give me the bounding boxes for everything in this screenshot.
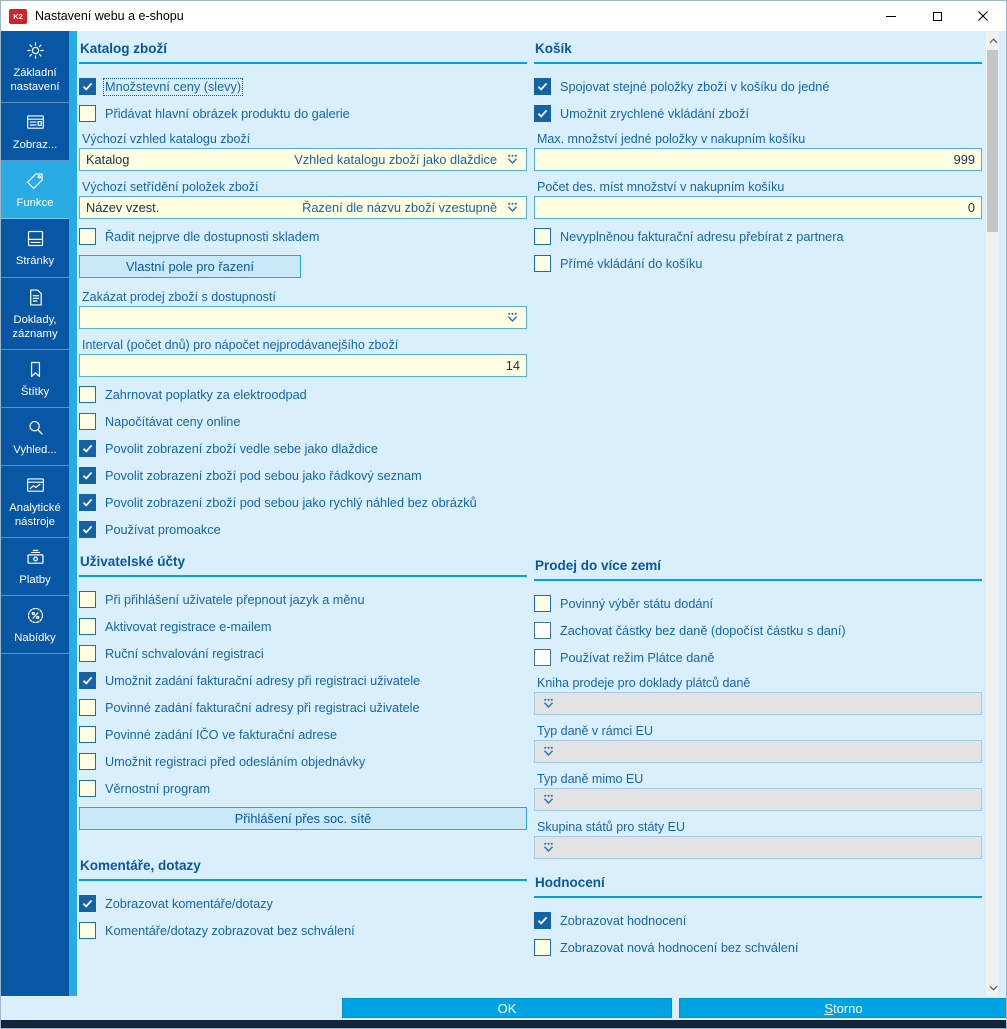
checkbox-label: Nevyplněnou fakturační adresu přebírat z partnera xyxy=(560,229,844,244)
checkbox[interactable] xyxy=(534,78,551,95)
sidebar-item-pages[interactable] xyxy=(1,219,69,277)
checkbox[interactable] xyxy=(534,105,551,122)
checkbox[interactable] xyxy=(79,922,96,939)
sidebar-item-tag[interactable] xyxy=(1,161,69,219)
sidebar xyxy=(1,31,69,997)
app-icon: K2 xyxy=(9,9,27,24)
checkbox-label: Ruční schvalování registraci xyxy=(105,646,264,661)
checkbox-label: Povolit zobrazení zboží vedle sebe jako dlaždice xyxy=(105,441,378,456)
checkbox xyxy=(534,622,551,639)
checkbox[interactable] xyxy=(79,386,96,403)
combo-value: Katalog xyxy=(86,152,130,167)
checkbox[interactable] xyxy=(79,591,96,608)
checkbox-label: Povolit zobrazení zboží pod sebou jako rychlý náhled bez obrázků xyxy=(105,495,477,510)
section-title: Košík xyxy=(534,41,982,64)
checkbox[interactable] xyxy=(79,105,96,122)
scroll-down-icon[interactable] xyxy=(986,980,1000,995)
checkbox-row xyxy=(79,386,527,403)
main-region xyxy=(1,31,1006,998)
checkbox[interactable] xyxy=(79,618,96,635)
check-icon xyxy=(82,82,93,91)
checkbox-row xyxy=(79,922,527,939)
window-title: Nastavení webu a e-shopu xyxy=(35,9,184,23)
storno-button[interactable]: Storno xyxy=(679,998,1007,1018)
content-panel xyxy=(77,31,1006,997)
checkbox-label: Umožnit zadání fakturační adresy při registraci uživatele xyxy=(105,673,421,688)
check-icon xyxy=(537,109,548,118)
checkbox[interactable] xyxy=(79,645,96,662)
dropdown-icon[interactable] xyxy=(505,153,520,166)
search-icon xyxy=(25,417,46,438)
checkbox-row xyxy=(79,618,527,635)
section-title: Katalog zboží xyxy=(79,41,527,64)
checkbox[interactable] xyxy=(79,699,96,716)
checkbox[interactable] xyxy=(534,595,551,612)
checkbox[interactable] xyxy=(79,78,96,95)
sidebar-item-offers[interactable] xyxy=(1,596,69,654)
checkbox-row xyxy=(534,649,982,666)
checkbox[interactable] xyxy=(79,494,96,511)
checkbox-row xyxy=(534,912,982,929)
checkbox-row xyxy=(534,105,982,122)
section xyxy=(534,558,982,859)
field-label: Výchozí setřídění položek zboží xyxy=(82,180,259,194)
section xyxy=(79,554,527,830)
settings-columns xyxy=(79,41,1006,966)
field-row xyxy=(534,180,982,219)
field-label: Kniha prodeje pro doklady plátců daně xyxy=(537,676,751,690)
section-title: Uživatelské účty xyxy=(79,554,527,577)
field-label: Počet des. míst množství v nakupním košíku xyxy=(537,180,785,194)
checkbox-row xyxy=(79,228,527,245)
checkbox-row xyxy=(79,726,527,743)
pages-icon xyxy=(25,228,46,249)
field-row xyxy=(534,724,982,763)
checkbox[interactable] xyxy=(79,753,96,770)
dropdown-icon[interactable] xyxy=(505,201,520,214)
checkbox-label: Věrnostní program xyxy=(105,781,211,796)
combo-box[interactable] xyxy=(79,306,527,329)
checkbox-label: Povinný výběr státu dodání xyxy=(560,596,714,611)
checkbox[interactable] xyxy=(79,895,96,912)
input-value: 0 xyxy=(967,200,975,215)
field-row xyxy=(534,820,982,859)
checkbox-row xyxy=(534,255,982,272)
checkbox-label: Spojovat stejné položky zboží v košíku do jedné xyxy=(560,79,830,94)
close-button[interactable] xyxy=(960,1,1006,31)
maximize-icon xyxy=(933,12,942,21)
section-title: Hodnocení xyxy=(534,875,982,898)
dropdown-icon[interactable] xyxy=(541,697,556,710)
gear-icon xyxy=(25,40,46,61)
text-input[interactable] xyxy=(79,354,527,377)
dropdown-icon[interactable] xyxy=(541,841,556,854)
check-icon xyxy=(82,525,93,534)
window-bottom-edge xyxy=(1,1020,1006,1028)
checkbox-label: Používat promoakce xyxy=(105,522,221,537)
section xyxy=(534,41,982,272)
checkbox-label: Umožnit zrychlené vkládání zboží xyxy=(560,106,749,121)
display-icon xyxy=(25,112,46,133)
sidebar-item-label: Stránky xyxy=(15,255,55,268)
check-icon xyxy=(82,676,93,685)
sidebar-item-search[interactable] xyxy=(1,408,69,466)
field-label: Výchozí vzhled katalogu zboží xyxy=(82,132,251,146)
checkbox[interactable] xyxy=(79,726,96,743)
sidebar-item-display[interactable] xyxy=(1,103,69,161)
panel-button[interactable]: Přihlášení přes soc. sítě xyxy=(79,807,527,830)
check-icon xyxy=(537,82,548,91)
checkbox-label: Napočítávat ceny online xyxy=(105,414,241,429)
checkbox[interactable] xyxy=(79,413,96,430)
button-row xyxy=(79,807,527,830)
checkbox[interactable] xyxy=(534,939,551,956)
checkbox-row xyxy=(79,699,527,716)
section xyxy=(79,858,527,939)
section-title: Komentáře, dotazy xyxy=(79,858,527,881)
dropdown-icon[interactable] xyxy=(541,793,556,806)
field-row xyxy=(79,180,527,219)
checkbox-row xyxy=(79,440,527,457)
checkbox-label: Zobrazovat hodnocení xyxy=(560,913,687,928)
checkbox-label: Množstevní ceny (slevy) xyxy=(105,79,242,94)
checkbox[interactable] xyxy=(79,780,96,797)
checkbox-row xyxy=(534,939,982,956)
dropdown-icon[interactable] xyxy=(541,745,556,758)
checkbox-row xyxy=(79,521,527,538)
sidebar-item-label: Štítky xyxy=(20,385,50,398)
sidebar-item-label: Základní nastavení xyxy=(10,67,60,94)
panel-button[interactable]: Vlastní pole pro řazení xyxy=(79,255,301,278)
text-input[interactable] xyxy=(534,148,982,171)
sidebar-item-document[interactable] xyxy=(1,278,69,350)
bookmark-icon xyxy=(25,359,46,380)
checkbox[interactable] xyxy=(79,440,96,457)
checkbox-label: Používat režim Plátce daně xyxy=(560,650,715,665)
checkbox-label: Zobrazovat komentáře/dotazy xyxy=(105,896,273,911)
checkbox-label: Zobrazovat nová hodnocení bez schválení xyxy=(560,940,799,955)
checkbox-label: Povolit zobrazení zboží pod sebou jako řádkový seznam xyxy=(105,468,422,483)
input-value: 999 xyxy=(953,152,975,167)
check-icon xyxy=(82,444,93,453)
minimize-button[interactable] xyxy=(868,1,914,31)
close-icon xyxy=(978,11,988,21)
document-icon xyxy=(25,287,46,308)
check-icon xyxy=(82,471,93,480)
dropdown xyxy=(534,740,982,763)
tag-icon xyxy=(25,170,46,191)
sidebar-item-label: Platby xyxy=(19,574,51,587)
combo-description: Řazení dle názvu zboží vzestupně xyxy=(302,200,497,215)
dropdown-icon[interactable] xyxy=(505,311,520,324)
section xyxy=(534,875,982,956)
field-label: Interval (počet dnů) pro nápočet nejprodávanejšího zboží xyxy=(82,338,399,352)
sidebar-item-label: Vyhled... xyxy=(13,443,57,456)
checkbox-label: Přidávat hlavní obrázek produktu do galerie xyxy=(105,106,350,121)
analytics-icon xyxy=(25,475,46,496)
checkbox-row xyxy=(79,591,527,608)
checkbox-label: Umožnit registraci před odesláním objednávky xyxy=(105,754,366,769)
checkbox-row xyxy=(79,753,527,770)
offers-icon xyxy=(25,605,46,626)
checkbox-row xyxy=(534,228,982,245)
scroll-up-icon[interactable] xyxy=(986,33,1000,48)
check-icon xyxy=(82,498,93,507)
checkbox-row xyxy=(79,672,527,689)
checkbox-row xyxy=(79,78,527,95)
checkbox[interactable] xyxy=(79,228,96,245)
dropdown xyxy=(534,836,982,859)
checkbox-row xyxy=(534,78,982,95)
checkbox-label: Povinné zadání fakturační adresy při registraci uživatele xyxy=(105,700,420,715)
checkbox-row xyxy=(534,622,982,639)
sidebar-item-label: Funkce xyxy=(16,197,54,210)
ok-button[interactable]: OK xyxy=(342,998,672,1018)
titlebar xyxy=(1,1,1006,31)
checkbox-row xyxy=(79,467,527,484)
field-row xyxy=(79,132,527,171)
checkbox[interactable] xyxy=(534,912,551,929)
checkbox-label: Při přihlášení uživatele přepnout jazyk a měnu xyxy=(105,592,365,607)
field-row xyxy=(79,338,527,377)
field-row xyxy=(79,290,527,329)
minimize-icon xyxy=(886,16,896,17)
field-label: Typ daně mimo EU xyxy=(537,772,644,786)
field-label: Max. množství jedné položky v nakupním košíku xyxy=(537,132,806,146)
checkbox-label: Aktivovat registrace e-mailem xyxy=(105,619,272,634)
dropdown xyxy=(534,692,982,715)
section-title: Prodej do více zemí xyxy=(534,558,982,581)
field-label: Typ daně v rámci EU xyxy=(537,724,654,738)
right-column xyxy=(534,41,982,966)
checkbox[interactable] xyxy=(79,672,96,689)
footer-bar xyxy=(1,996,1006,1020)
checkbox-label: Zahrnovat poplatky za elektroodpad xyxy=(105,387,307,402)
checkbox-row xyxy=(79,105,527,122)
maximize-button[interactable] xyxy=(914,1,960,31)
checkbox-row xyxy=(79,895,527,912)
payments-icon xyxy=(25,547,46,568)
input-value: 14 xyxy=(505,358,520,373)
checkbox-label: Zachovat částky bez daně (dopočíst částku s daní) xyxy=(560,623,846,638)
checkbox[interactable] xyxy=(534,228,551,245)
left-column xyxy=(79,41,527,966)
checkbox-row xyxy=(534,595,982,612)
checkbox[interactable] xyxy=(79,467,96,484)
combo-box[interactable] xyxy=(79,196,527,219)
checkbox-label: Povinné zadání IČO ve fakturační adrese xyxy=(105,727,338,742)
checkbox[interactable] xyxy=(79,521,96,538)
combo-value: Název vzest. xyxy=(86,200,160,215)
section xyxy=(79,41,527,538)
field-row xyxy=(534,676,982,715)
field-row xyxy=(534,772,982,811)
checkbox-label: Řadit nejprve dle dostupnosti skladem xyxy=(105,229,320,244)
combo-description: Vzhled katalogu zboží jako dlaždice xyxy=(294,152,497,167)
dropdown xyxy=(534,788,982,811)
checkbox-label: Komentáře/dotazy zobrazovat bez schválení xyxy=(105,923,355,938)
sidebar-item-gear[interactable] xyxy=(1,31,69,103)
checkbox-row xyxy=(79,780,527,797)
check-icon xyxy=(82,899,93,908)
checkbox xyxy=(534,649,551,666)
sidebar-item-label: Doklady, záznamy xyxy=(12,313,58,340)
checkbox-row xyxy=(79,645,527,662)
sidebar-accent-strip xyxy=(69,31,77,997)
checkbox-row xyxy=(79,494,527,511)
sidebar-item-label: Zobraz... xyxy=(12,139,58,152)
sidebar-item-payments[interactable] xyxy=(1,538,69,596)
checkbox[interactable] xyxy=(534,255,551,272)
check-icon xyxy=(537,916,548,925)
sidebar-item-analytics[interactable] xyxy=(1,466,69,538)
window-controls xyxy=(868,1,1006,31)
vertical-scrollbar[interactable] xyxy=(985,32,999,996)
checkbox-label: Přímé vkládání do košíku xyxy=(560,256,703,271)
sidebar-item-label: Nabídky xyxy=(14,632,56,645)
checkbox-row xyxy=(79,413,527,430)
button-row xyxy=(79,255,527,278)
sidebar-item-label: Analytické nástroje xyxy=(9,501,61,529)
scrollbar-thumb[interactable] xyxy=(987,50,998,232)
field-label: Skupina států pro státy EU xyxy=(537,820,685,834)
field-label: Zakázat prodej zboží s dostupností xyxy=(82,290,276,304)
sidebar-item-bookmark[interactable] xyxy=(1,350,69,408)
field-row xyxy=(534,132,982,171)
text-input[interactable] xyxy=(534,196,982,219)
combo-box[interactable] xyxy=(79,148,527,171)
